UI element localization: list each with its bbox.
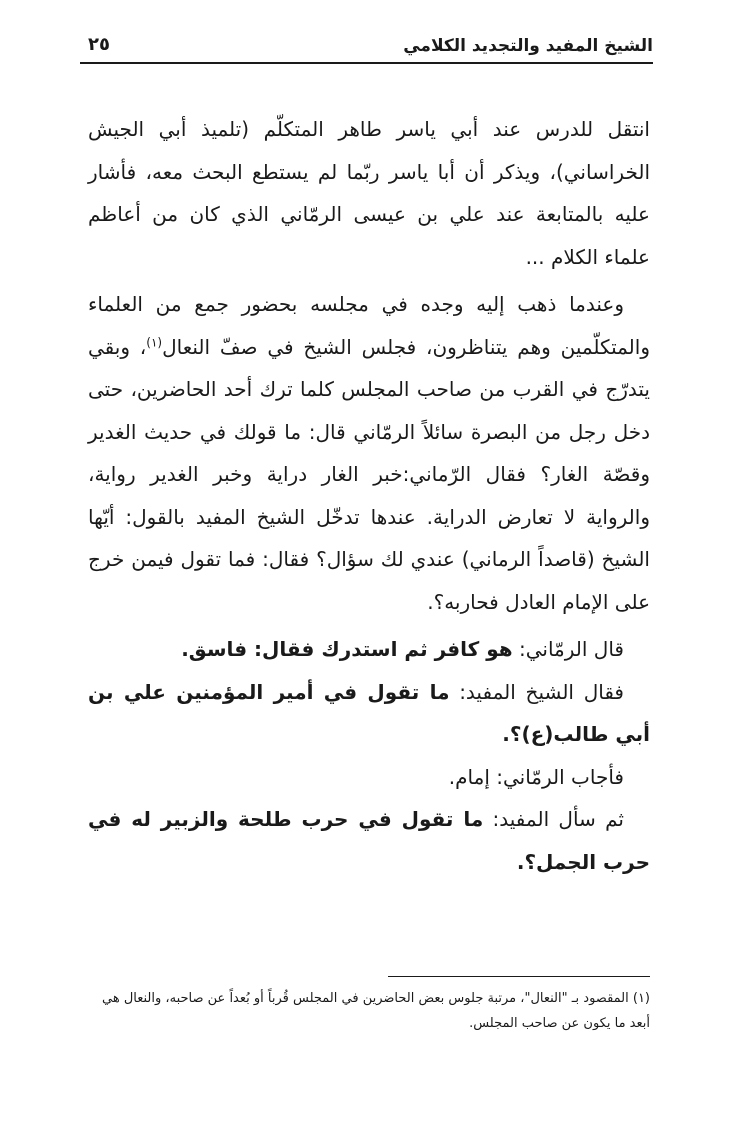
footnote-reference: (١) (146, 334, 163, 349)
answer-text: إمام. (448, 764, 490, 789)
dialogue-line (88, 798, 650, 883)
dialogue-line (88, 628, 650, 671)
bold-text: ما تقول في حرب طلحة والزبير له في حرب الجمل؟. (88, 807, 650, 874)
bold-text: هو كافر ثم استدرك فقال: فاسق. (181, 637, 513, 661)
speaker-text: فأجاب الرمّاني: (489, 764, 624, 789)
running-header (80, 30, 653, 64)
speaker-text: قال الرمّاني: (512, 637, 624, 661)
bold-text: ما تقول في أمير المؤمنين علي بن أبي طالب(ع)؟. (88, 679, 650, 746)
paragraph-text: ، وبقي يتدرّج في القرب من صاحب المجلس كلما ترك أحد الحاضرين، حتى دخل رجل من البصرة سائلاً الرمّاني قال: ما قولك في حديث الغدير وقصّة الغار؟ فقال الرّماني:خبر الغار دراية وخبر الغدير رواية، والرواية لا تعارض الدراية. عندها تدخّل الشيخ المفيد بالقول: أيّها الشيخ (قاصداً الرماني) عندي لك سؤال؟ فقال: فما تقول فيمن خرج على الإمام العادل فحاربه؟. (88, 334, 650, 614)
running-header-title: الشيخ المفيد والتجديد الكلامي (403, 36, 653, 56)
footnote-divider (388, 976, 650, 977)
paragraph: انتقل للدرس عند أبي ياسر طاهر المتكلّم (تلميذ أبي الجيش الخراساني)، ويذكر أن أبا ياسر ربّما لم يستطع البحث معه، فأشار عليه بالمتابعة عند علي بن عيسى الرمّاني الذي كان من أعاظم علماء الكلام ... (88, 117, 650, 269)
footnote: (١) المقصود بـ "النعال"، مرتبة جلوس بعض الحاضرين في المجلس قُرباً أو بُعداً عن صاحبه، والنعال هي أبعد ما يكون عن صاحب المجلس. (102, 991, 650, 1031)
page-number: ٢٥ (88, 34, 110, 55)
paragraph (88, 283, 650, 623)
main-text (88, 108, 650, 883)
dialogue-line (88, 671, 650, 756)
header-rule (80, 62, 653, 64)
speaker-text: ثم سأل المفيد: (483, 807, 624, 831)
speaker-text: فقال الشيخ المفيد: (449, 679, 624, 704)
paragraph-text: وعندما ذهب إليه وجده في مجلسه بحضور جمع من العلماء والمتكلّمين وهم يتناظرون، فجلس الشيخ في صفّ النعال (88, 292, 650, 359)
dialogue-line (88, 756, 650, 799)
